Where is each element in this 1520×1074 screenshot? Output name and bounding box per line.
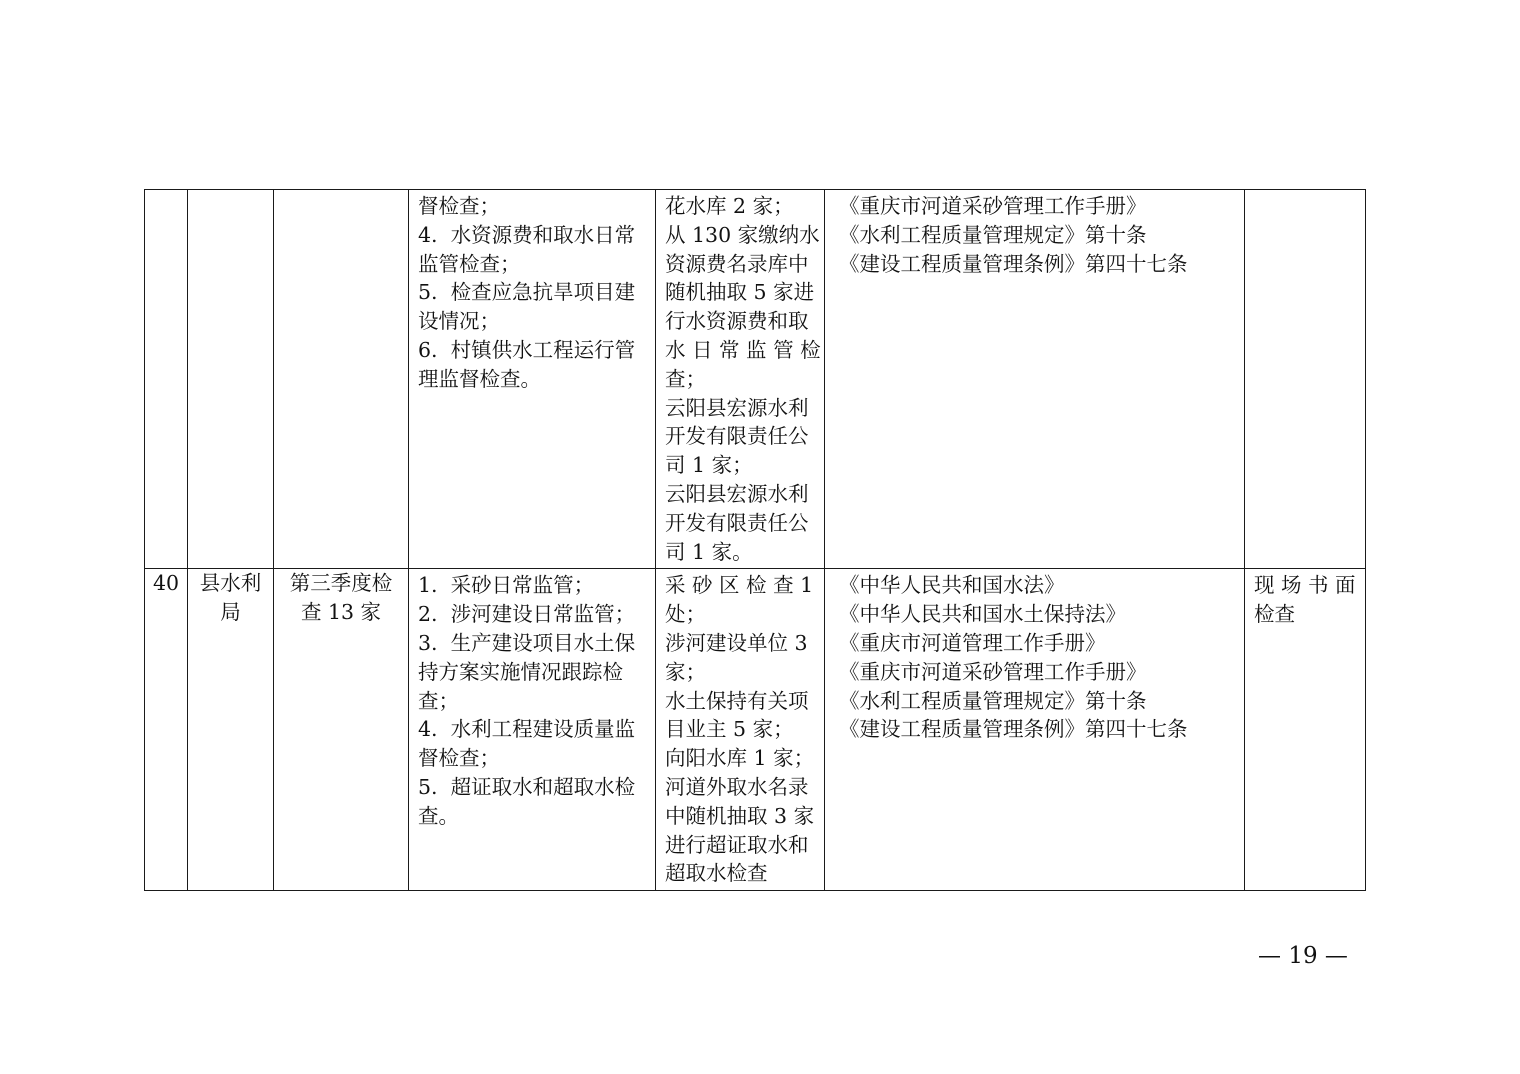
basis-line: 《重庆市河道采砂管理工作手册》 xyxy=(839,194,1147,218)
target-line: 目业主 5 家； xyxy=(665,717,794,742)
target-line: 开发有限责任公 xyxy=(665,424,809,449)
item-line: 2. 涉河建设日常监管； xyxy=(418,602,636,627)
cell-schedule xyxy=(274,569,409,891)
item-line: 4. 水利工程建设质量监 xyxy=(418,717,636,742)
cell-no xyxy=(145,569,188,891)
item-line: 督检查； xyxy=(418,194,500,218)
item-line: 查。 xyxy=(418,803,459,828)
target-line: 云阳县宏源水利 xyxy=(665,395,809,420)
cell-method xyxy=(1245,190,1366,569)
basis-line: 《水利工程质量管理规定》第十条 xyxy=(839,688,1147,713)
target-line: 超取水检查 xyxy=(665,861,768,886)
basis-line: 《建设工程质量管理条例》第四十七条 xyxy=(839,717,1188,742)
target-line: 从 130 家缴纳水 xyxy=(665,222,820,247)
item-line: 设情况； xyxy=(418,309,500,334)
cell-targets xyxy=(656,569,825,891)
table-row-40 xyxy=(145,569,1366,891)
item-line: 3. 生产建设项目水土保 xyxy=(418,630,636,655)
basis-line: 《中华人民共和国水法》 xyxy=(839,573,1065,598)
row-number: 40 xyxy=(152,571,180,596)
target-line: 随机抽取 5 家进 xyxy=(665,280,815,305)
inspection-table xyxy=(144,189,1366,891)
method-line: 检查 xyxy=(1254,602,1295,627)
cell-dept xyxy=(188,190,274,569)
basis-line: 《重庆市河道管理工作手册》 xyxy=(839,630,1106,655)
basis-line: 《建设工程质量管理条例》第四十七条 xyxy=(839,251,1188,276)
cell-schedule xyxy=(274,190,409,569)
cell-items xyxy=(409,190,656,569)
table-row-continued xyxy=(145,190,1366,569)
method-line: 现 场 书 面 xyxy=(1254,573,1356,598)
cell-dept xyxy=(188,569,274,891)
target-line: 水 日 常 监 管 检 xyxy=(665,337,821,362)
item-line: 6. 村镇供水工程运行管 xyxy=(418,337,636,362)
dept-line: 局 xyxy=(220,600,241,625)
item-line: 5. 超证取水和超取水检 xyxy=(418,774,636,799)
item-line: 持方案实施情况跟踪检 xyxy=(418,659,623,684)
schedule-line: 查 13 家 xyxy=(300,600,382,625)
basis-line: 《重庆市河道采砂管理工作手册》 xyxy=(839,659,1147,684)
schedule-line: 第三季度检 xyxy=(289,571,393,596)
target-line: 司 1 家； xyxy=(665,453,753,478)
target-line: 水土保持有关项 xyxy=(665,688,809,713)
cell-basis xyxy=(825,190,1245,569)
cell-targets xyxy=(656,190,825,569)
target-line: 家； xyxy=(665,659,706,684)
basis-line: 《水利工程质量管理规定》第十条 xyxy=(839,222,1147,247)
target-line: 云阳县宏源水利 xyxy=(665,481,809,506)
cell-items xyxy=(409,569,656,891)
target-line: 开发有限责任公 xyxy=(665,510,809,535)
target-line: 涉河建设单位 3 xyxy=(665,630,808,655)
cell-no xyxy=(145,190,188,569)
page-number: — 19 — xyxy=(1258,943,1348,969)
target-line: 行水资源费和取 xyxy=(665,309,809,334)
basis-line: 《中华人民共和国水土保持法》 xyxy=(839,602,1126,627)
target-line: 河道外取水名录 xyxy=(665,774,809,799)
target-line: 处； xyxy=(665,602,706,627)
item-line: 监管检查； xyxy=(418,251,521,276)
cell-basis xyxy=(825,569,1245,891)
item-line: 1. 采砂日常监管； xyxy=(418,573,595,598)
target-line: 花水库 2 家； xyxy=(665,194,794,218)
target-line: 采 砂 区 检 查 1 xyxy=(665,573,814,598)
target-line: 向阳水库 1 家； xyxy=(665,746,815,771)
target-line: 资源费名录库中 xyxy=(665,251,809,276)
item-line: 查； xyxy=(418,688,459,713)
target-line: 进行超证取水和 xyxy=(665,832,809,857)
item-line: 4. 水资源费和取水日常 xyxy=(418,222,636,247)
cell-method xyxy=(1245,569,1366,891)
target-line: 查； xyxy=(665,366,706,391)
item-line: 理监督检查。 xyxy=(418,366,541,391)
item-line: 督检查； xyxy=(418,746,500,771)
dept-line: 县水利 xyxy=(199,571,262,596)
item-line: 5. 检查应急抗旱项目建 xyxy=(418,280,636,305)
target-line: 司 1 家。 xyxy=(665,539,753,564)
target-line: 中随机抽取 3 家 xyxy=(665,803,815,828)
